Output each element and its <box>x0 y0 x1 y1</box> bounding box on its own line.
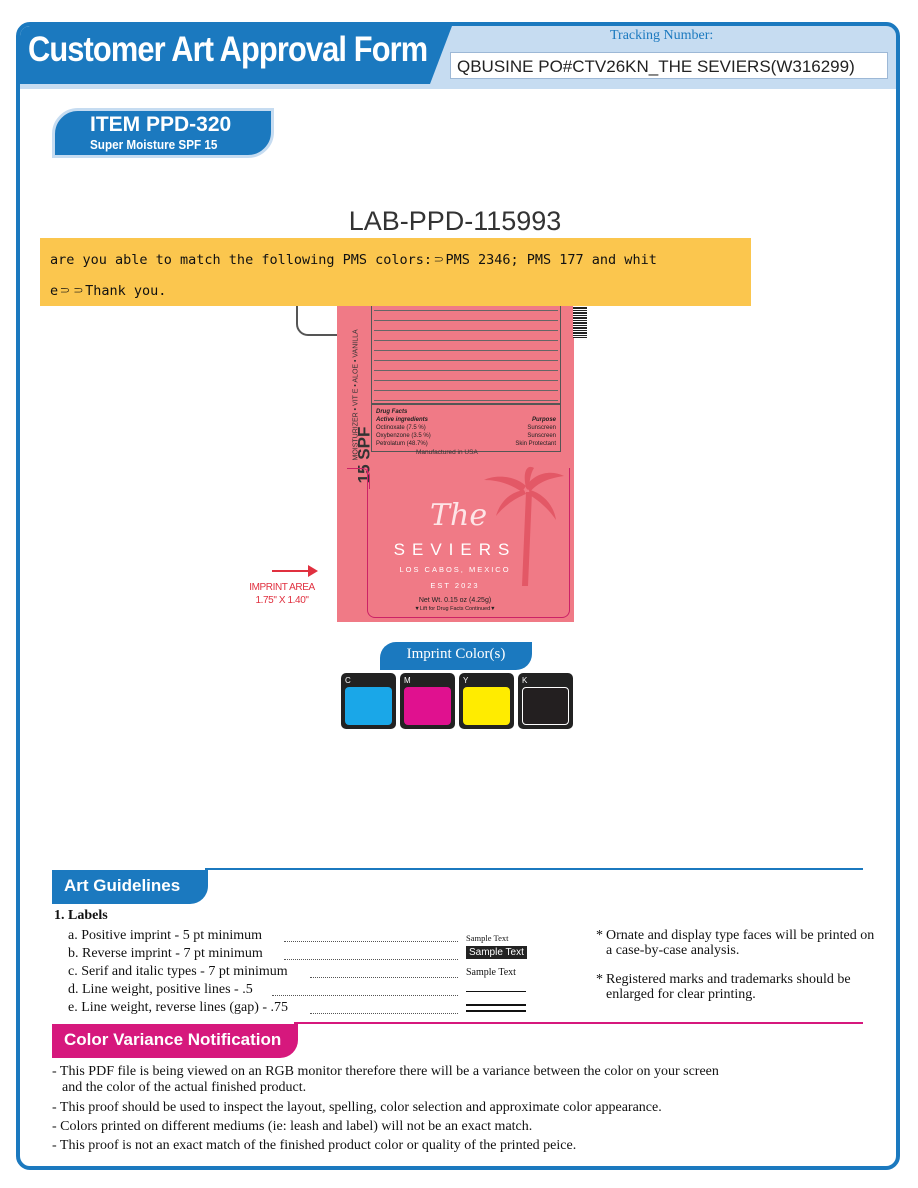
imprint-colors-title: Imprint Color(s) <box>406 646 506 662</box>
swatch-cyan: C <box>341 673 396 729</box>
guideline-row: a. Positive imprint - 5 pt minimum <box>68 928 263 943</box>
guideline-row: b. Reverse imprint - 7 pt minimum <box>68 946 263 961</box>
leader-dots <box>272 995 458 996</box>
sample-positive: Sample Text <box>466 933 509 943</box>
warnings-text-lines <box>374 304 558 404</box>
variance-item: - Colors printed on different mediums (ie: leash and label) will not be an exact match. <box>52 1119 533 1134</box>
made-in-text: Manufactured in USA <box>416 449 478 456</box>
ingredient-row: Petrolatum (48.7%) Skin Protectant <box>376 441 556 447</box>
guideline-row: e. Line weight, reverse lines (gap) - .75 <box>68 1000 289 1015</box>
swatch-black: K <box>518 673 573 729</box>
swatch-magenta: M <box>400 673 455 729</box>
art-guidelines-rule <box>205 868 863 870</box>
leader-dots <box>284 941 458 942</box>
color-variance-rule <box>294 1022 863 1024</box>
brand-name: SEVIERS <box>393 540 517 559</box>
lift-note: ▼Lift for Drug Facts Continued▼ <box>414 606 496 612</box>
form-title: Customer Art Approval Form <box>28 30 428 69</box>
ingredient-row: Oxybenzone (3.5 %) Sunscreen <box>376 433 556 439</box>
sample-line-positive <box>466 991 526 992</box>
brand-location: LOS CABOS, MEXICO <box>399 565 511 574</box>
comment-line: are you able to match the following PMS colors:⸧PMS 2346; PMS 177 and whit <box>50 252 657 268</box>
swatch-yellow: Y <box>459 673 514 729</box>
drug-facts-box <box>371 404 561 452</box>
art-guidelines-title: Art Guidelines <box>64 876 181 895</box>
item-code: ITEM PPD-320 <box>90 113 232 136</box>
guideline-note: * Registered marks and trademarks should be enlarged for clear printing. <box>596 972 851 1002</box>
variance-item: - This proof should be used to inspect the layout, spelling, color selection and approximate color appearance. <box>52 1100 662 1115</box>
sample-serif: Sample Text <box>466 967 516 978</box>
guideline-row: c. Serif and italic types - 7 pt minimum <box>68 964 288 979</box>
ingredient-row: Octinoxate (7.5 %) Sunscreen <box>376 425 556 431</box>
net-weight: Net Wt. 0.15 oz (4.25g) <box>418 597 492 604</box>
purpose-header: Purpose <box>531 417 556 423</box>
asterisk-icon: * <box>596 928 603 943</box>
sample-reverse: Sample Text <box>466 946 527 959</box>
drug-facts-title: Drug Facts <box>376 409 408 415</box>
leader-dots <box>310 1013 458 1014</box>
header-divider <box>20 84 896 89</box>
active-header: Active ingredients <box>376 417 429 423</box>
brand-est: EST 2023 <box>430 581 480 590</box>
imprint-area-label: IMPRINT AREA 1.75" X 1.40" <box>249 582 315 606</box>
leader-dots <box>310 977 458 978</box>
brand-script: The <box>430 498 488 533</box>
drug-facts-header <box>376 416 556 424</box>
variance-item: - This proof is not an exact match of the finished product color or quality of the printed peice. <box>52 1138 577 1153</box>
guideline-note: * Ornate and display type faces will be printed on a case-by-case analysis. <box>596 928 875 958</box>
guideline-row: d. Line weight, positive lines - .5 <box>68 982 253 997</box>
lab-number: LAB-PPD-115993 <box>348 206 562 236</box>
item-name: Super Moisture SPF 15 <box>90 137 218 152</box>
arrow-right-icon <box>272 564 318 578</box>
leader-dots <box>284 959 458 960</box>
sample-line-reverse <box>466 1004 526 1012</box>
color-variance-title: Color Variance Notification <box>64 1030 282 1049</box>
variance-item: - This PDF file is being viewed on an RGB monitor therefore there will be a variance between the color on your screen and the color of the actual finished product. <box>52 1064 719 1095</box>
tracking-label: Tracking Number: <box>610 28 714 43</box>
comment-note[interactable] <box>40 238 751 306</box>
spf-label: 15 SPF <box>354 426 374 484</box>
labels-heading: 1. Labels <box>54 908 108 923</box>
comment-line: e⸧⸧Thank you. <box>50 283 167 299</box>
tracking-number-field[interactable]: QBUSINE PO#CTV26KN_THE SEVIERS(W316299) <box>450 52 888 79</box>
asterisk-icon: * <box>596 972 603 987</box>
spine-text: MOISTURIZER • VIT E • ALOE • VANILLA <box>352 329 360 461</box>
